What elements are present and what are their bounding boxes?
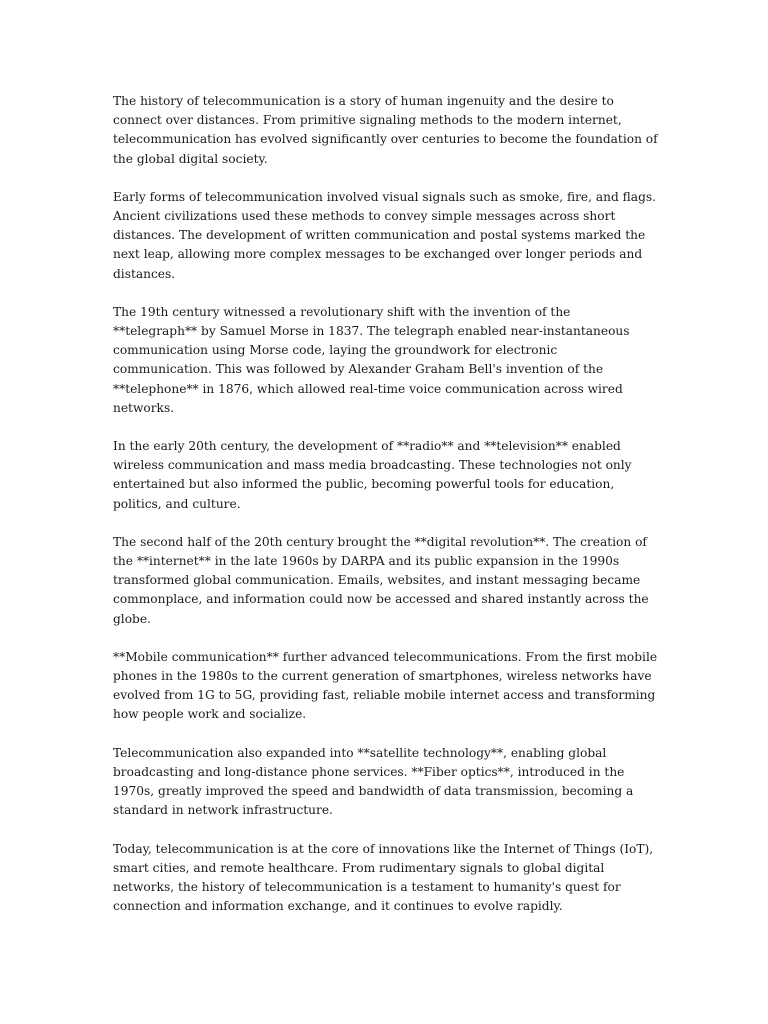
paragraph-today: Today, telecommunication is at the core of innovations like the Internet of Things (IoT), smart cities, and remote healthcare. From rudimentary signals to global digital networks, the history of telecommunication is a testament to humanity's quest for connection and information exchange, and it continues to evolve rapidly. bbox=[113, 841, 654, 914]
paragraph-digital-revolution: The second half of the 20th century brought the **digital revolution**. The creation of the **internet** in the late 1960s by DARPA and its public expansion in the 1990s transformed global communication. Emails, websites, and instant messaging became commonplace, and information could now be accessed and shared instantly across the globe. bbox=[113, 534, 649, 626]
paragraph-early-forms: Early forms of telecommunication involved visual signals such as smoke, fire, and flags. Ancient civilizations used these methods to convey simple messages across short distances. The development of written communication and postal systems marked the next leap, allowing more complex messages to be exchanged over longer periods and distances. bbox=[113, 189, 657, 281]
paragraph-19th-century: The 19th century witnessed a revolutionary shift with the invention of the **telegraph** by Samuel Morse in 1837. The telegraph enabled near-instantaneous communication using Morse code, laying the groundwork for electronic communication. This was followed by Alexander Graham Bell's invention of the **telephone** in 1876, which allowed real-time voice communication across wired networks. bbox=[113, 304, 630, 415]
paragraph-early-20th-century: In the early 20th century, the development of **radio** and **television** enabled wireless communication and mass media broadcasting. These technologies not only entertained but also informed the public, becoming powerful tools for education, politics, and culture. bbox=[113, 439, 632, 511]
paragraph-mobile-communication: **Mobile communication** further advanced telecommunications. From the first mobile phones in the 1980s to the current generation of smartphones, wireless networks have evolved from 1G to 5G, providing fast, reliable mobile internet access and transforming how people work and socialize. bbox=[113, 649, 658, 722]
paragraph-satellite-fiber: Telecommunication also expanded into **satellite technology**, enabling global broadcasting and long-distance phone services. **Fiber optics**, introduced in the 1970s, greatly improved the speed and bandwidth of data transmission, becoming a standard in network infrastructure. bbox=[113, 745, 634, 818]
paragraph-intro: The history of telecommunication is a story of human ingenuity and the desire to connect over distances. From primitive signaling methods to the modern internet, telecommunication has evolved significantly over centuries to become the foundation of the global digital society. bbox=[113, 94, 658, 166]
